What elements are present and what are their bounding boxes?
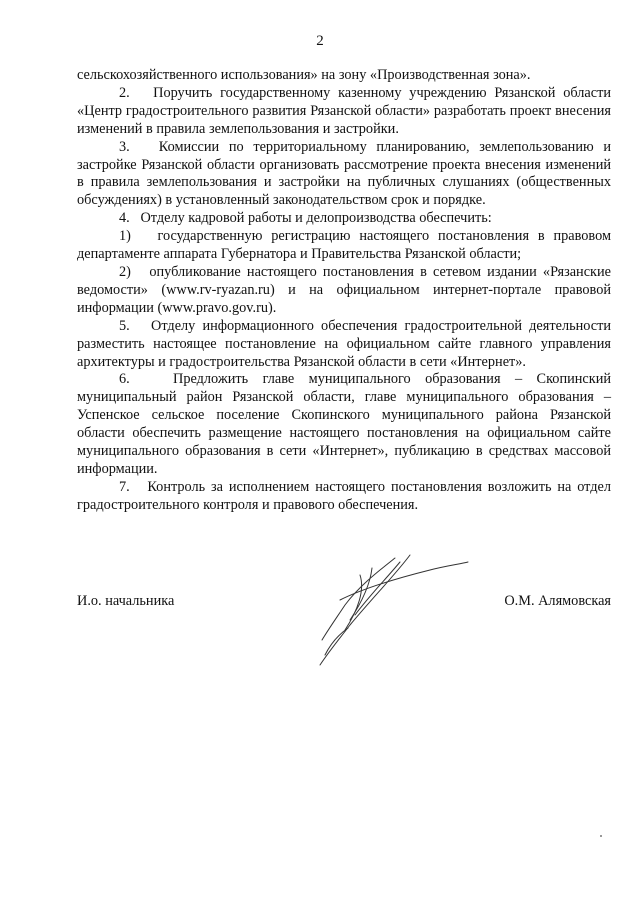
paragraph-item-2: 2. Поручить государственному казенному учреждению Рязанской области «Центр градостроительного развития Рязанской области» разработать проект внесения изменений в правила землепользования и застройки. (77, 84, 611, 137)
paragraph-item-7: 7. Контроль за исполнением настоящего постановления возложить на отдел градостроительного контроля и правового обеспечения. (77, 478, 611, 513)
scan-speck (600, 835, 602, 837)
paragraph-continuation: сельскохозяйственного использования» на зону «Производственная зона». (77, 67, 531, 83)
paragraph-subitem-1: 1) государственную регистрацию настоящего постановления в правовом департаменте аппарата Губернатора и Правительства Рязанской области; (77, 228, 611, 263)
signer-title: И.о. начальника (77, 593, 175, 609)
paragraph-item-6: 6. Предложить главе муниципального образования – Скопинский муниципальный район Рязанской области, главе муниципального образования – Успенское сельское поселение Скопинского муниципального района Рязанской области обеспечить размещение настоящего постановления на официальном сайте муниципального образования в сети «Интернет», публикацию в средствах массовой информации. (77, 371, 611, 477)
page-number: 2 (316, 33, 324, 49)
signer-name: О.М. Алямовская (504, 593, 611, 609)
paragraph-item-4: 4. Отделу кадровой работы и делопроизводства обеспечить: (119, 210, 492, 227)
paragraph-subitem-2: 2) опубликование настоящего постановления в сетевом издании «Рязанские ведомости» (www.rv-ryazan.ru) и на официальном интернет-портале правовой информации (www.pravo.gov.ru). (77, 263, 611, 316)
paragraph-item-5: 5. Отделу информационного обеспечения градостроительной деятельности разместить настоящее постановление на официальном сайте главного управления архитектуры и градостроительства Рязанской области в сети «Интернет». (77, 317, 611, 370)
document-body (77, 67, 611, 515)
paragraph-item-3: 3. Комиссии по территориальному планированию, землепользованию и застройке Рязанской области организовать рассмотрение проекта внесения изменений в правила землепользования и застройки на публичных слушаниях (общественных обсуждениях) в установленный законодательством срок и порядке. (77, 138, 611, 209)
handwritten-signature (300, 540, 470, 680)
